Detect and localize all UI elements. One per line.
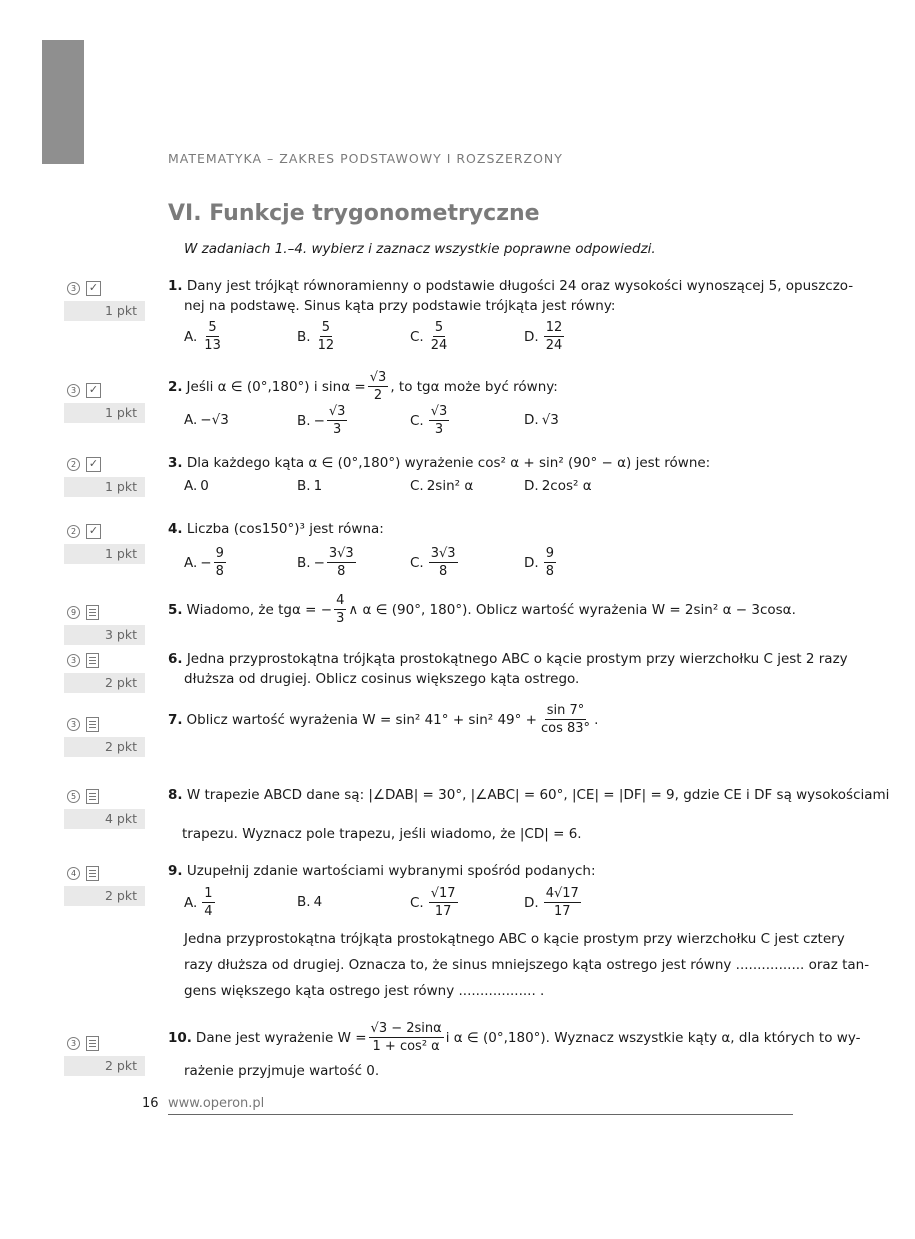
task-1-option-d[interactable]: D. $\frac{12}{24}$ <box>524 320 563 353</box>
task-5-icons <box>67 605 99 620</box>
task-1-option-c[interactable]: C. $\frac{5}{24}$ <box>410 320 448 353</box>
task-10-points: 2 pkt <box>64 1056 145 1076</box>
clock-icon: 3 <box>67 718 80 731</box>
task-6-icons <box>67 653 99 668</box>
task-3-icons <box>67 457 101 472</box>
footer-url[interactable]: www.operon.pl <box>168 1096 265 1111</box>
task-8-icons <box>67 789 99 804</box>
task-8-line2: trapezu. Wyznacz pole trapezu, jeśli wiadomo, że |CD| = 6. <box>182 826 582 842</box>
document-icon <box>86 866 99 881</box>
task-3-option-c[interactable]: C. 2sin² α <box>410 478 474 494</box>
task-10-icons <box>67 1036 99 1051</box>
checkbox-icon: ✓ <box>86 457 101 472</box>
task-9-line3: gens większego kąta ostrego jest równy .................. . <box>184 983 545 999</box>
task-1-points: 1 pkt <box>64 301 145 321</box>
task-2-option-b[interactable]: B. − $\frac{√3}{3}$ <box>297 404 346 437</box>
task-2-points: 1 pkt <box>64 403 145 423</box>
footer-rule <box>168 1114 793 1115</box>
task-2-option-d[interactable]: D. √3 <box>524 412 559 428</box>
checkbox-icon: ✓ <box>86 383 101 398</box>
task-8-points: 4 pkt <box>64 809 145 829</box>
task-number: 1. <box>168 278 183 294</box>
task-9-icons <box>67 866 99 881</box>
clock-icon: 9 <box>67 606 80 619</box>
task-8: 8. W trapezie ABCD dane są: |∠DAB| = 30°, |∠ABC| = 60°, |CE| = |DF| = 9, gdzie CE i DF są wysokościami <box>168 787 890 803</box>
document-icon <box>86 653 99 668</box>
task-9-line1: Jedna przyprostokątna trójkąta prostokątnego ABC o kącie prostym przy wierzchołku C jest cztery <box>184 931 845 947</box>
task-1 <box>168 276 853 296</box>
clock-icon: 3 <box>67 282 80 295</box>
clock-icon: 5 <box>67 790 80 803</box>
task-9-option-b[interactable]: B. 4 <box>297 894 323 910</box>
task-1-option-b[interactable]: B. $\frac{5}{12}$ <box>297 320 335 353</box>
running-header: MATEMATYKA – ZAKRES PODSTAWOWY I ROZSZERZONY <box>168 151 563 166</box>
task-1-option-a[interactable]: A. $\frac{5}{13}$ <box>184 320 221 353</box>
clock-icon: 4 <box>67 867 80 880</box>
task-3: 3. Dla każdego kąta α ∈ (0°,180°) wyrażenie cos² α + sin² (90° − α) jest równe: <box>168 455 711 471</box>
task-2-option-c[interactable]: C. $\frac{√3}{3}$ <box>410 404 448 437</box>
task-9-option-c[interactable]: C. $\frac{√17}{17}$ <box>410 886 456 919</box>
task-4-icons <box>67 524 101 539</box>
task-text: Dany jest trójkąt równoramienny o podstawie długości 24 oraz wysokości wynoszącej 5, opuszczo- <box>186 278 854 294</box>
side-tab-bar <box>42 40 84 164</box>
task-4: 4. Liczba (cos150°)³ jest równa: <box>168 521 384 537</box>
task-2: 2. Jeśli α ∈ (0°,180°) i sinα = $\frac{√3}{2}$ , to tgα może być równy: <box>168 370 558 403</box>
instruction: W zadaniach 1.–4. wybierz i zaznacz wszystkie poprawne odpowiedzi. <box>184 241 656 257</box>
task-4-points: 1 pkt <box>64 544 145 564</box>
task-9-points: 2 pkt <box>64 886 145 906</box>
task-9-line2: razy dłuższa od drugiej. Oznacza to, że sinus mniejszego kąta ostrego jest równy ................ oraz tan- <box>184 957 870 973</box>
clock-icon: 2 <box>67 458 80 471</box>
task-6: 6. Jedna przyprostokątna trójkąta prostokątnego ABC o kącie prostym przy wierzchołku C jest 2 razy <box>168 651 848 667</box>
document-icon <box>86 717 99 732</box>
task-2-icons <box>67 383 101 398</box>
task-5-points: 3 pkt <box>64 625 145 645</box>
document-icon <box>86 789 99 804</box>
task-5: 5. Wiadomo, że tgα = − $\frac{4}{3}$ ∧ α ∈ (90°, 180°). Oblicz wartość wyrażenia W = 2sin² α − 3cosα. <box>168 593 796 626</box>
task-7-icons <box>67 717 99 732</box>
clock-icon: 3 <box>67 654 80 667</box>
task-4-option-a[interactable]: A. − $\frac{9}{8}$ <box>184 546 224 579</box>
clock-icon: 2 <box>67 525 80 538</box>
checkbox-icon: ✓ <box>86 524 101 539</box>
task-10-line2: rażenie przyjmuje wartość 0. <box>184 1063 380 1079</box>
document-icon <box>86 605 99 620</box>
task-1-line2: nej na podstawę. Sinus kąta przy podstawie trójkąta jest równy: <box>184 298 616 314</box>
page-number: 16 <box>142 1096 159 1111</box>
task-3-option-b[interactable]: B. 1 <box>297 478 323 494</box>
task-3-points: 1 pkt <box>64 477 145 497</box>
task-3-option-a[interactable]: A. 0 <box>184 478 209 494</box>
task-10: 10. Dane jest wyrażenie W = $\frac{√3 - 2\sin\alpha}{\text{1 + cos² α}}$ i α ∈ (0°,180°). Wyznacz wszystkie kąty α, dla których to wy- <box>168 1021 861 1054</box>
chapter-title: VI. Funkcje trygonometryczne <box>168 201 540 226</box>
task-9-option-d[interactable]: D. $\frac{4√17}{17}$ <box>524 886 579 919</box>
task-6-points: 2 pkt <box>64 673 145 693</box>
checkbox-icon: ✓ <box>86 281 101 296</box>
task-7-points: 2 pkt <box>64 737 145 757</box>
task-1-icons <box>67 281 101 296</box>
clock-icon: 3 <box>67 384 80 397</box>
task-4-option-d[interactable]: D. $\frac{9}{8}$ <box>524 546 554 579</box>
clock-icon: 3 <box>67 1037 80 1050</box>
task-4-option-c[interactable]: C. $\frac{3√3}{8}$ <box>410 546 456 579</box>
document-icon <box>86 1036 99 1051</box>
task-9: 9. Uzupełnij zdanie wartościami wybranymi spośród podanych: <box>168 863 596 879</box>
task-9-option-a[interactable]: A. $\frac{1}{4}$ <box>184 886 213 919</box>
task-2-option-a[interactable]: A. −√3 <box>184 412 229 428</box>
task-3-option-d[interactable]: D. 2cos² α <box>524 478 592 494</box>
task-6-line2: dłuższa od drugiej. Oblicz cosinus większego kąta ostrego. <box>184 671 580 687</box>
task-4-option-b[interactable]: B. − $\frac{3√3}{8}$ <box>297 546 354 579</box>
task-7: 7. Oblicz wartość wyrażenia W = sin² 41° + sin² 49° + $\frac{\sin 7^\circ}{\cos 83^\circ}$ . <box>168 703 599 736</box>
